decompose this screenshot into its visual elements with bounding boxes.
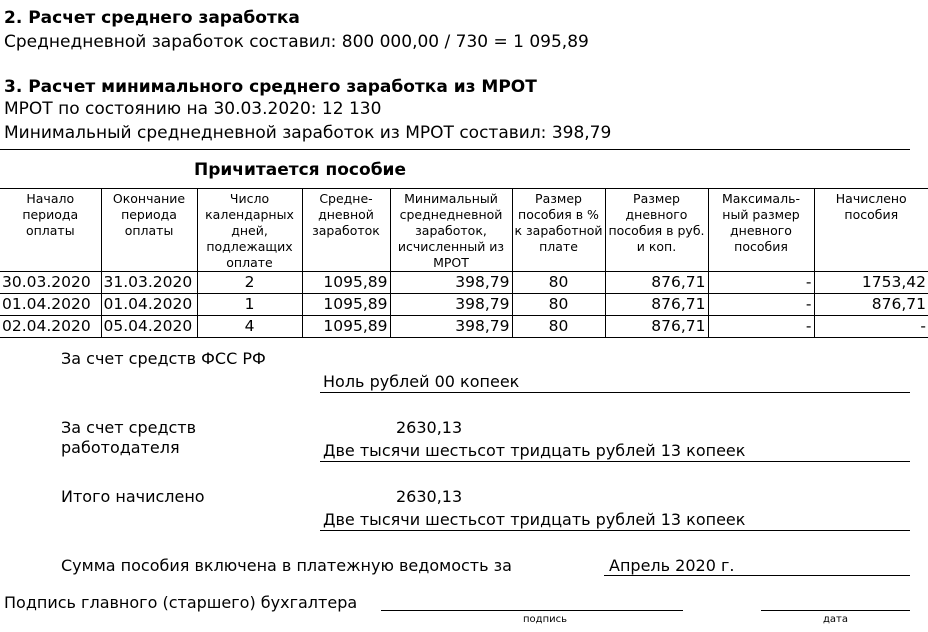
cell-avg: 1095,89 [302, 294, 390, 316]
fss-underline [320, 392, 910, 393]
payroll-underline [604, 575, 910, 576]
cell-accrued: 876,71 [814, 294, 928, 316]
employer-words: Две тысячи шестьсот тридцать рублей 13 копеек [323, 441, 746, 460]
cell-avg: 1095,89 [302, 272, 390, 294]
cell-start: 02.04.2020 [0, 316, 101, 338]
date-line [761, 610, 910, 611]
header-period-start: Начало периода оплаты [0, 189, 101, 272]
total-label: Итого начислено [61, 487, 205, 506]
cell-percent: 80 [512, 294, 605, 316]
cell-percent: 80 [512, 272, 605, 294]
header-accrued: Начислено пособия [814, 189, 928, 272]
cell-days: 4 [197, 316, 302, 338]
min-earnings-line: Минимальный среднедневной заработок из МРОТ составил: 398,79 [4, 123, 612, 143]
cell-min: 398,79 [390, 316, 512, 338]
employer-amount: 2630,13 [396, 418, 463, 437]
cell-max: - [708, 316, 814, 338]
average-earnings-line: Среднедневной заработок составил: 800 000,00 / 730 = 1 095,89 [4, 32, 589, 52]
total-amount: 2630,13 [396, 487, 463, 506]
employer-underline [320, 461, 910, 462]
fss-words: Ноль рублей 00 копеек [323, 372, 520, 391]
divider [0, 149, 910, 150]
cell-accrued: - [814, 316, 928, 338]
cell-min: 398,79 [390, 294, 512, 316]
cell-max: - [708, 294, 814, 316]
benefit-table [0, 188, 928, 338]
header-avg-earnings: Средне-дневной заработок [302, 189, 390, 272]
table-row [0, 316, 928, 338]
cell-avg: 1095,89 [302, 316, 390, 338]
fss-label: За счет средств ФСС РФ [61, 349, 266, 368]
cell-start: 01.04.2020 [0, 294, 101, 316]
cell-end: 05.04.2020 [101, 316, 197, 338]
cell-days: 2 [197, 272, 302, 294]
header-max-daily: Максималь-ный размер дневного пособия [708, 189, 814, 272]
cell-accrued: 1753,42 [814, 272, 928, 294]
header-days: Число календарных дней, подлежащих оплате [197, 189, 302, 272]
cell-end: 31.03.2020 [101, 272, 197, 294]
cell-end: 01.04.2020 [101, 294, 197, 316]
table-row [0, 272, 928, 294]
header-daily-benefit: Размер дневного пособия в руб. и коп. [605, 189, 708, 272]
cell-daily: 876,71 [605, 316, 708, 338]
signature-caption: подпись [523, 614, 567, 625]
payroll-month: Апрель 2020 г. [609, 556, 735, 575]
cell-percent: 80 [512, 316, 605, 338]
header-min-earnings: Минимальный среднедневной заработок, исчисленный из МРОТ [390, 189, 512, 272]
total-underline [320, 530, 910, 531]
table-row [0, 294, 928, 316]
cell-daily: 876,71 [605, 294, 708, 316]
section-3-title: 3. Расчет минимального среднего заработка из МРОТ [4, 77, 537, 97]
cell-start: 30.03.2020 [0, 272, 101, 294]
header-percent: Размер пособия в % к заработной плате [512, 189, 605, 272]
section-2-title: 2. Расчет среднего заработка [4, 8, 300, 28]
table-header-row [0, 189, 928, 272]
employer-label-2: работодателя [61, 438, 180, 457]
cell-min: 398,79 [390, 272, 512, 294]
cell-max: - [708, 272, 814, 294]
date-caption: дата [823, 614, 848, 625]
total-words: Две тысячи шестьсот тридцать рублей 13 копеек [323, 510, 746, 529]
cell-days: 1 [197, 294, 302, 316]
signature-line [381, 610, 683, 611]
header-period-end: Окончание периода оплаты [101, 189, 197, 272]
mrot-line: МРОТ по состоянию на 30.03.2020: 12 130 [4, 99, 382, 119]
cell-daily: 876,71 [605, 272, 708, 294]
payroll-label: Сумма пособия включена в платежную ведомость за [61, 556, 512, 575]
benefit-title: Причитается пособие [194, 160, 407, 180]
employer-label-1: За счет средств [61, 418, 197, 437]
signature-label: Подпись главного (старшего) бухгалтера [4, 593, 358, 612]
